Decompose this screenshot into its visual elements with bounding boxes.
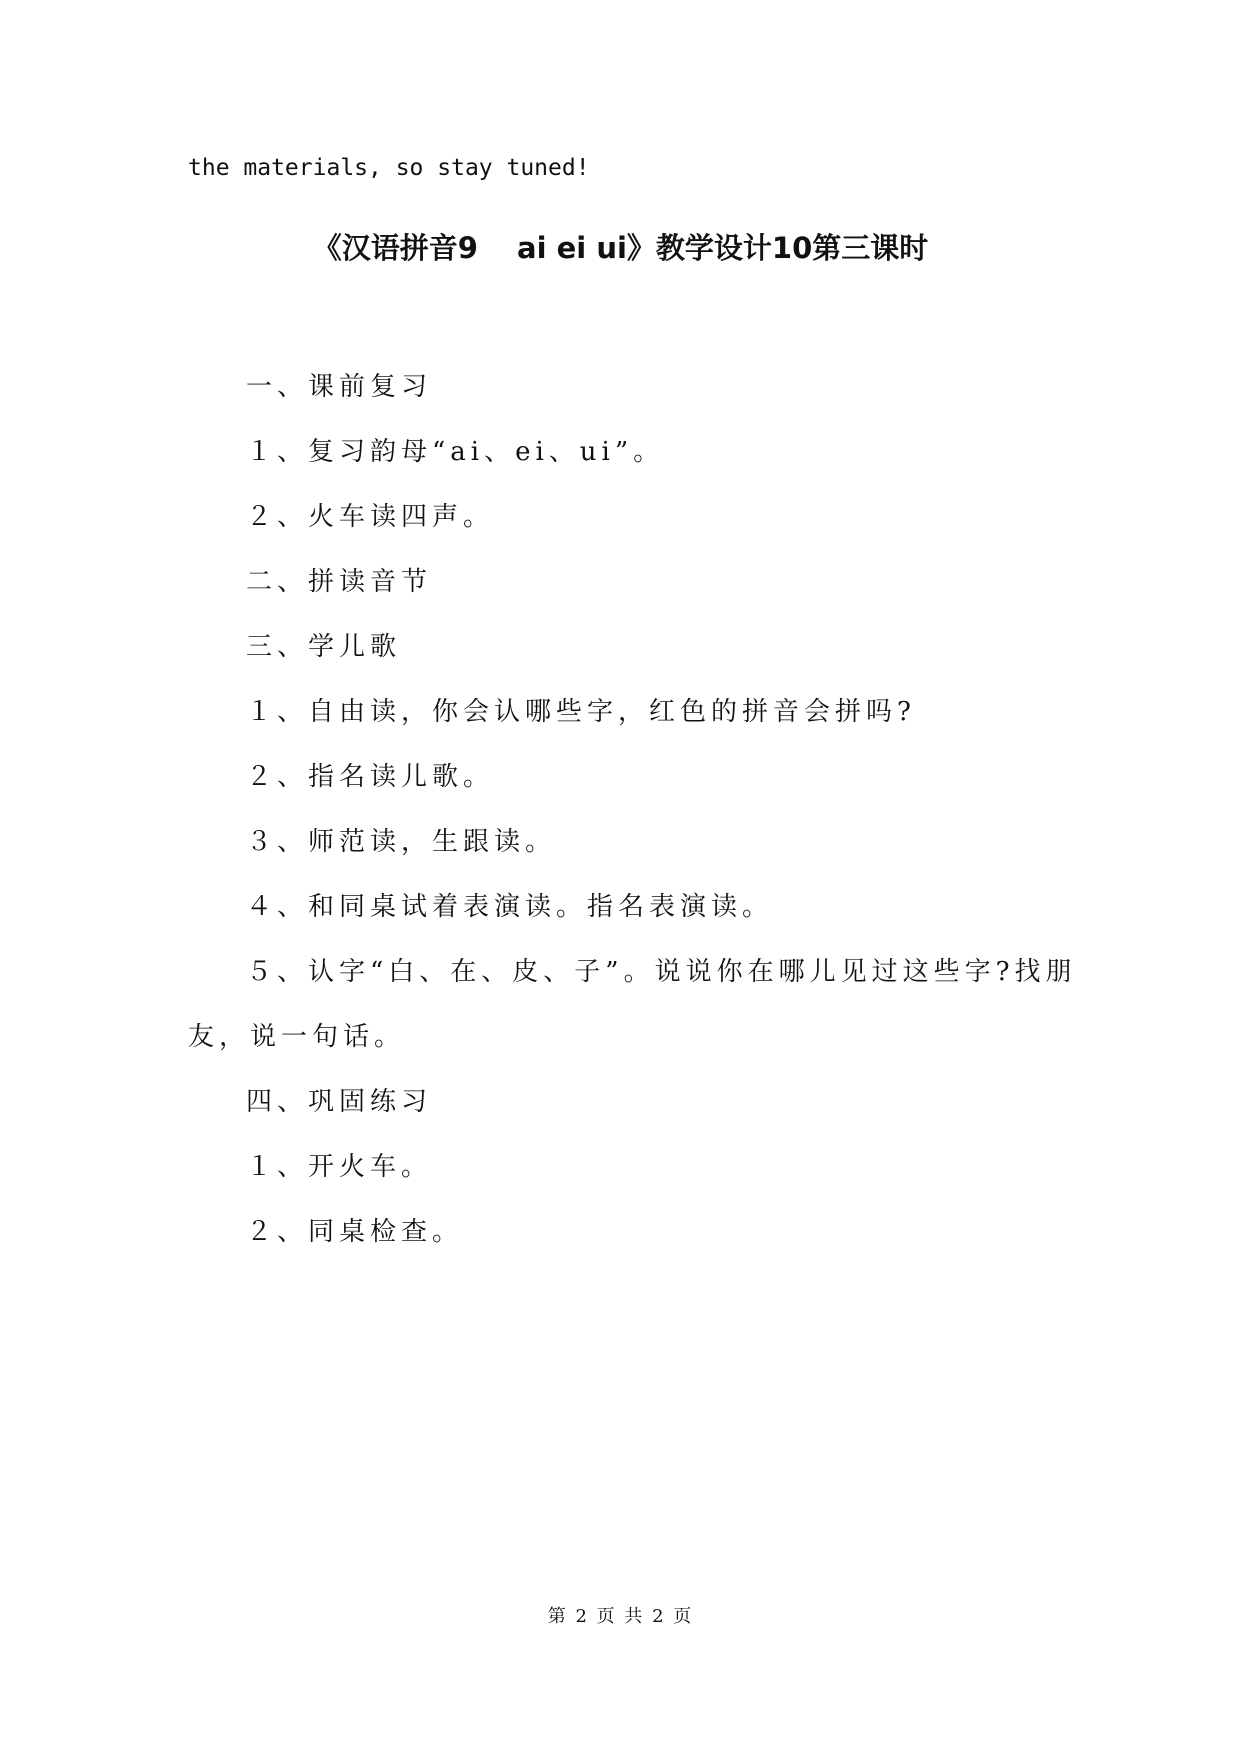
paragraph-line: １、复习韵母“ai、ei、ui”。 <box>246 437 665 467</box>
paragraph-line: ２、火车读四声。 <box>246 502 495 532</box>
paragraph-line: ４、和同桌试着表演读。指名表演读。 <box>246 892 774 922</box>
section-heading-review: 一、课前复习 <box>246 372 433 402</box>
carryover-text: the materials, so stay tuned! <box>188 155 590 181</box>
paragraph-line: ２、指名读儿歌。 <box>246 762 495 792</box>
paragraph-line: ２、同桌检查。 <box>246 1217 464 1247</box>
section-heading-rhyme: 三、学儿歌 <box>246 632 402 662</box>
document-body <box>188 355 1077 1265</box>
paragraph-line-continuation: 友，说一句话。 <box>188 1022 406 1052</box>
section-heading-syllables: 二、拼读音节 <box>246 567 433 597</box>
paragraph-line: １、开火车。 <box>246 1152 433 1182</box>
paragraph-line: １、自由读，你会认哪些字，红色的拼音会拼吗? <box>246 697 916 727</box>
page-number-footer: 第 2 页 共 2 页 <box>547 1606 694 1627</box>
paragraph-line: ３、师范读，生跟读。 <box>246 827 557 857</box>
section-heading-practice: 四、巩固练习 <box>246 1087 433 1117</box>
paragraph-line: ５、认字“白、在、皮、子”。说说你在哪儿见过这些字?找朋 <box>246 957 1077 987</box>
document-title: 《汉语拼音9 ai ei ui》教学设计10第三课时 <box>312 231 929 265</box>
